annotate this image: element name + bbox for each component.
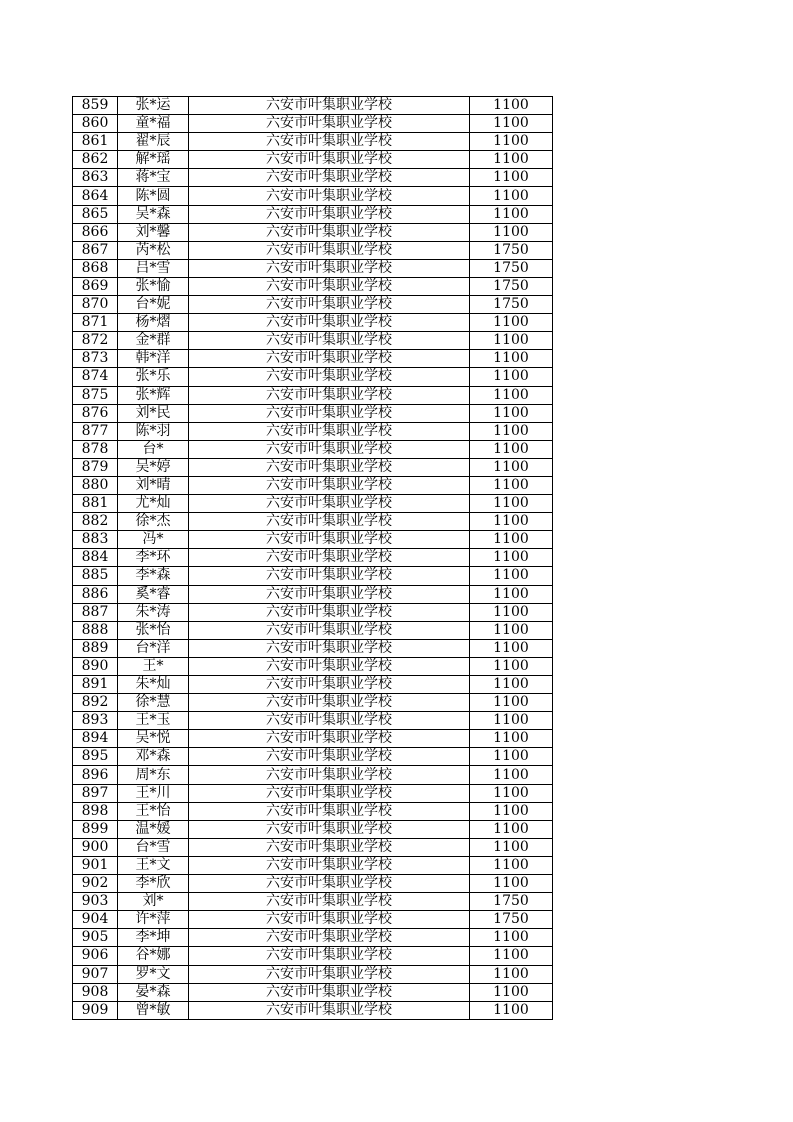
table-row	[73, 133, 553, 151]
table-row	[73, 241, 553, 259]
amount-cell: 1100	[470, 947, 553, 965]
school-cell: 六安市叶集职业学校	[189, 495, 470, 513]
name-cell: 陈*羽	[118, 422, 189, 440]
name-cell: 吴*森	[118, 205, 189, 223]
school-cell: 六安市叶集职业学校	[189, 368, 470, 386]
school-cell: 六安市叶集职业学校	[189, 694, 470, 712]
name-cell: 台*妮	[118, 296, 189, 314]
name-cell: 曾*敏	[118, 1001, 189, 1019]
amount-cell: 1100	[470, 730, 553, 748]
row-number-cell: 881	[73, 495, 118, 513]
row-number-cell: 905	[73, 929, 118, 947]
school-cell: 六安市叶集职业学校	[189, 639, 470, 657]
table-row	[73, 422, 553, 440]
name-cell: 谷*娜	[118, 947, 189, 965]
amount-cell: 1100	[470, 476, 553, 494]
table-row	[73, 838, 553, 856]
name-cell: 张*运	[118, 97, 189, 115]
name-cell: 奚*睿	[118, 585, 189, 603]
amount-cell: 1100	[470, 368, 553, 386]
school-cell: 六安市叶集职业学校	[189, 676, 470, 694]
school-cell: 六安市叶集职业学校	[189, 241, 470, 259]
school-cell: 六安市叶集职业学校	[189, 205, 470, 223]
school-cell: 六安市叶集职业学校	[189, 965, 470, 983]
row-number-cell: 900	[73, 838, 118, 856]
amount-cell: 1100	[470, 404, 553, 422]
row-number-cell: 877	[73, 422, 118, 440]
school-cell: 六安市叶集职业学校	[189, 277, 470, 295]
name-cell: 芮*松	[118, 241, 189, 259]
table-row	[73, 350, 553, 368]
row-number-cell: 878	[73, 440, 118, 458]
table-row	[73, 1001, 553, 1019]
row-number-cell: 901	[73, 856, 118, 874]
school-cell: 六安市叶集职业学校	[189, 603, 470, 621]
school-cell: 六安市叶集职业学校	[189, 893, 470, 911]
school-cell: 六安市叶集职业学校	[189, 947, 470, 965]
amount-cell: 1100	[470, 748, 553, 766]
name-cell: 李*坤	[118, 929, 189, 947]
row-number-cell: 861	[73, 133, 118, 151]
table-row	[73, 585, 553, 603]
row-number-cell: 873	[73, 350, 118, 368]
name-cell: 王*文	[118, 856, 189, 874]
name-cell: 朱*涛	[118, 603, 189, 621]
school-cell: 六安市叶集职业学校	[189, 549, 470, 567]
table-row	[73, 676, 553, 694]
name-cell: 张*辉	[118, 386, 189, 404]
school-cell: 六安市叶集职业学校	[189, 404, 470, 422]
table-row	[73, 694, 553, 712]
name-cell: 吴*悦	[118, 730, 189, 748]
amount-cell: 1100	[470, 187, 553, 205]
name-cell: 王*川	[118, 784, 189, 802]
table-row	[73, 730, 553, 748]
amount-cell: 1100	[470, 856, 553, 874]
row-number-cell: 889	[73, 639, 118, 657]
table-row	[73, 784, 553, 802]
school-cell: 六安市叶集职业学校	[189, 97, 470, 115]
amount-cell: 1100	[470, 784, 553, 802]
amount-cell: 1100	[470, 766, 553, 784]
amount-cell: 1100	[470, 205, 553, 223]
table-row	[73, 657, 553, 675]
amount-cell: 1100	[470, 621, 553, 639]
name-cell: 台*洋	[118, 639, 189, 657]
table-row	[73, 495, 553, 513]
amount-cell: 1750	[470, 277, 553, 295]
school-cell: 六安市叶集职业学校	[189, 169, 470, 187]
school-cell: 六安市叶集职业学校	[189, 513, 470, 531]
table-row	[73, 856, 553, 874]
row-number-cell: 886	[73, 585, 118, 603]
table-row	[73, 386, 553, 404]
row-number-cell: 864	[73, 187, 118, 205]
row-number-cell: 883	[73, 531, 118, 549]
name-cell: 晏*森	[118, 983, 189, 1001]
school-cell: 六安市叶集职业学校	[189, 730, 470, 748]
school-cell: 六安市叶集职业学校	[189, 567, 470, 585]
amount-cell: 1100	[470, 929, 553, 947]
school-cell: 六安市叶集职业学校	[189, 350, 470, 368]
amount-cell: 1100	[470, 422, 553, 440]
row-number-cell: 906	[73, 947, 118, 965]
school-cell: 六安市叶集职业学校	[189, 983, 470, 1001]
school-cell: 六安市叶集职业学校	[189, 422, 470, 440]
amount-cell: 1100	[470, 603, 553, 621]
name-cell: 张*怡	[118, 621, 189, 639]
name-cell: 李*欣	[118, 875, 189, 893]
row-number-cell: 902	[73, 875, 118, 893]
row-number-cell: 880	[73, 476, 118, 494]
name-cell: 台*雪	[118, 838, 189, 856]
row-number-cell: 898	[73, 802, 118, 820]
name-cell: 朱*灿	[118, 676, 189, 694]
row-number-cell: 884	[73, 549, 118, 567]
name-cell: 周*东	[118, 766, 189, 784]
row-number-cell: 876	[73, 404, 118, 422]
table-row	[73, 549, 553, 567]
school-cell: 六安市叶集职业学校	[189, 802, 470, 820]
amount-cell: 1100	[470, 802, 553, 820]
row-number-cell: 897	[73, 784, 118, 802]
row-number-cell: 867	[73, 241, 118, 259]
table-row	[73, 169, 553, 187]
table-row	[73, 205, 553, 223]
row-number-cell: 882	[73, 513, 118, 531]
table-row	[73, 929, 553, 947]
table-row	[73, 621, 553, 639]
row-number-cell: 893	[73, 712, 118, 730]
amount-cell: 1100	[470, 676, 553, 694]
table-row	[73, 567, 553, 585]
table-row	[73, 748, 553, 766]
name-cell: 童*福	[118, 115, 189, 133]
row-number-cell: 869	[73, 277, 118, 295]
amount-cell: 1100	[470, 983, 553, 1001]
row-number-cell: 859	[73, 97, 118, 115]
table-row	[73, 97, 553, 115]
school-cell: 六安市叶集职业学校	[189, 838, 470, 856]
name-cell: 罗*文	[118, 965, 189, 983]
school-cell: 六安市叶集职业学校	[189, 657, 470, 675]
school-cell: 六安市叶集职业学校	[189, 115, 470, 133]
name-cell: 张*乐	[118, 368, 189, 386]
row-number-cell: 870	[73, 296, 118, 314]
amount-cell: 1100	[470, 386, 553, 404]
amount-cell: 1750	[470, 241, 553, 259]
table-row	[73, 187, 553, 205]
table-row	[73, 151, 553, 169]
amount-cell: 1100	[470, 350, 553, 368]
name-cell: 许*萍	[118, 911, 189, 929]
amount-cell: 1750	[470, 893, 553, 911]
name-cell: 刘*馨	[118, 223, 189, 241]
amount-cell: 1100	[470, 820, 553, 838]
table-row	[73, 404, 553, 422]
row-number-cell: 863	[73, 169, 118, 187]
table-row	[73, 332, 553, 350]
row-number-cell: 875	[73, 386, 118, 404]
school-cell: 六安市叶集职业学校	[189, 476, 470, 494]
amount-cell: 1100	[470, 567, 553, 585]
amount-cell: 1100	[470, 965, 553, 983]
table-row	[73, 531, 553, 549]
amount-cell: 1100	[470, 549, 553, 567]
row-number-cell: 868	[73, 259, 118, 277]
name-cell: 蒋*宝	[118, 169, 189, 187]
row-number-cell: 885	[73, 567, 118, 585]
amount-cell: 1100	[470, 332, 553, 350]
amount-cell: 1750	[470, 911, 553, 929]
table-body	[73, 97, 553, 1020]
amount-cell: 1100	[470, 223, 553, 241]
table-row	[73, 277, 553, 295]
row-number-cell: 890	[73, 657, 118, 675]
school-cell: 六安市叶集职业学校	[189, 820, 470, 838]
row-number-cell: 908	[73, 983, 118, 1001]
table-row	[73, 911, 553, 929]
row-number-cell: 887	[73, 603, 118, 621]
school-cell: 六安市叶集职业学校	[189, 151, 470, 169]
row-number-cell: 865	[73, 205, 118, 223]
name-cell: 邓*森	[118, 748, 189, 766]
table-row	[73, 802, 553, 820]
table-row	[73, 875, 553, 893]
row-number-cell: 895	[73, 748, 118, 766]
row-number-cell: 909	[73, 1001, 118, 1019]
amount-cell: 1100	[470, 151, 553, 169]
table-row	[73, 115, 553, 133]
amount-cell: 1100	[470, 169, 553, 187]
school-cell: 六安市叶集职业学校	[189, 531, 470, 549]
row-number-cell: 871	[73, 314, 118, 332]
school-cell: 六安市叶集职业学校	[189, 1001, 470, 1019]
amount-cell: 1100	[470, 440, 553, 458]
amount-cell: 1100	[470, 314, 553, 332]
school-cell: 六安市叶集职业学校	[189, 187, 470, 205]
amount-cell: 1100	[470, 115, 553, 133]
name-cell: 翟*辰	[118, 133, 189, 151]
name-cell: 冯*	[118, 531, 189, 549]
name-cell: 杨*熠	[118, 314, 189, 332]
school-cell: 六安市叶集职业学校	[189, 458, 470, 476]
table-row	[73, 458, 553, 476]
amount-cell: 1100	[470, 712, 553, 730]
row-number-cell: 874	[73, 368, 118, 386]
school-cell: 六安市叶集职业学校	[189, 386, 470, 404]
school-cell: 六安市叶集职业学校	[189, 621, 470, 639]
amount-cell: 1100	[470, 585, 553, 603]
name-cell: 张*愉	[118, 277, 189, 295]
amount-cell: 1100	[470, 531, 553, 549]
amount-cell: 1100	[470, 513, 553, 531]
school-cell: 六安市叶集职业学校	[189, 259, 470, 277]
school-cell: 六安市叶集职业学校	[189, 133, 470, 151]
table-row	[73, 820, 553, 838]
name-cell: 吕*雪	[118, 259, 189, 277]
school-cell: 六安市叶集职业学校	[189, 911, 470, 929]
school-cell: 六安市叶集职业学校	[189, 223, 470, 241]
row-number-cell: 896	[73, 766, 118, 784]
school-cell: 六安市叶集职业学校	[189, 748, 470, 766]
row-number-cell: 907	[73, 965, 118, 983]
subsidy-table	[72, 96, 553, 1020]
school-cell: 六安市叶集职业学校	[189, 856, 470, 874]
amount-cell: 1100	[470, 639, 553, 657]
row-number-cell: 891	[73, 676, 118, 694]
school-cell: 六安市叶集职业学校	[189, 332, 470, 350]
row-number-cell: 894	[73, 730, 118, 748]
name-cell: 陈*圆	[118, 187, 189, 205]
table-row	[73, 766, 553, 784]
name-cell: 王*玉	[118, 712, 189, 730]
school-cell: 六安市叶集职业学校	[189, 440, 470, 458]
table-row	[73, 983, 553, 1001]
table-row	[73, 947, 553, 965]
amount-cell: 1100	[470, 875, 553, 893]
name-cell: 吴*婷	[118, 458, 189, 476]
table-row	[73, 476, 553, 494]
table-row	[73, 603, 553, 621]
amount-cell: 1750	[470, 296, 553, 314]
amount-cell: 1100	[470, 657, 553, 675]
name-cell: 刘*民	[118, 404, 189, 422]
name-cell: 王*	[118, 657, 189, 675]
name-cell: 解*瑶	[118, 151, 189, 169]
school-cell: 六安市叶集职业学校	[189, 875, 470, 893]
row-number-cell: 903	[73, 893, 118, 911]
name-cell: 徐*慧	[118, 694, 189, 712]
row-number-cell: 879	[73, 458, 118, 476]
amount-cell: 1100	[470, 694, 553, 712]
school-cell: 六安市叶集职业学校	[189, 296, 470, 314]
name-cell: 金*群	[118, 332, 189, 350]
name-cell: 刘*晴	[118, 476, 189, 494]
row-number-cell: 866	[73, 223, 118, 241]
table-row	[73, 259, 553, 277]
row-number-cell: 892	[73, 694, 118, 712]
table-row	[73, 513, 553, 531]
table-row	[73, 893, 553, 911]
table-row	[73, 440, 553, 458]
name-cell: 温*媛	[118, 820, 189, 838]
name-cell: 李*环	[118, 549, 189, 567]
name-cell: 王*怡	[118, 802, 189, 820]
name-cell: 李*森	[118, 567, 189, 585]
table-row	[73, 712, 553, 730]
table-row	[73, 314, 553, 332]
amount-cell: 1100	[470, 97, 553, 115]
school-cell: 六安市叶集职业学校	[189, 712, 470, 730]
table-row	[73, 296, 553, 314]
row-number-cell: 862	[73, 151, 118, 169]
school-cell: 六安市叶集职业学校	[189, 314, 470, 332]
row-number-cell: 904	[73, 911, 118, 929]
school-cell: 六安市叶集职业学校	[189, 766, 470, 784]
amount-cell: 1100	[470, 458, 553, 476]
row-number-cell: 888	[73, 621, 118, 639]
amount-cell: 1100	[470, 1001, 553, 1019]
name-cell: 刘*	[118, 893, 189, 911]
table-row	[73, 368, 553, 386]
amount-cell: 1100	[470, 838, 553, 856]
table-row	[73, 223, 553, 241]
school-cell: 六安市叶集职业学校	[189, 784, 470, 802]
amount-cell: 1100	[470, 133, 553, 151]
name-cell: 台*	[118, 440, 189, 458]
school-cell: 六安市叶集职业学校	[189, 585, 470, 603]
amount-cell: 1750	[470, 259, 553, 277]
school-cell: 六安市叶集职业学校	[189, 929, 470, 947]
name-cell: 徐*杰	[118, 513, 189, 531]
row-number-cell: 872	[73, 332, 118, 350]
name-cell: 韩*洋	[118, 350, 189, 368]
amount-cell: 1100	[470, 495, 553, 513]
row-number-cell: 860	[73, 115, 118, 133]
table-row	[73, 965, 553, 983]
table-row	[73, 639, 553, 657]
row-number-cell: 899	[73, 820, 118, 838]
name-cell: 尤*灿	[118, 495, 189, 513]
